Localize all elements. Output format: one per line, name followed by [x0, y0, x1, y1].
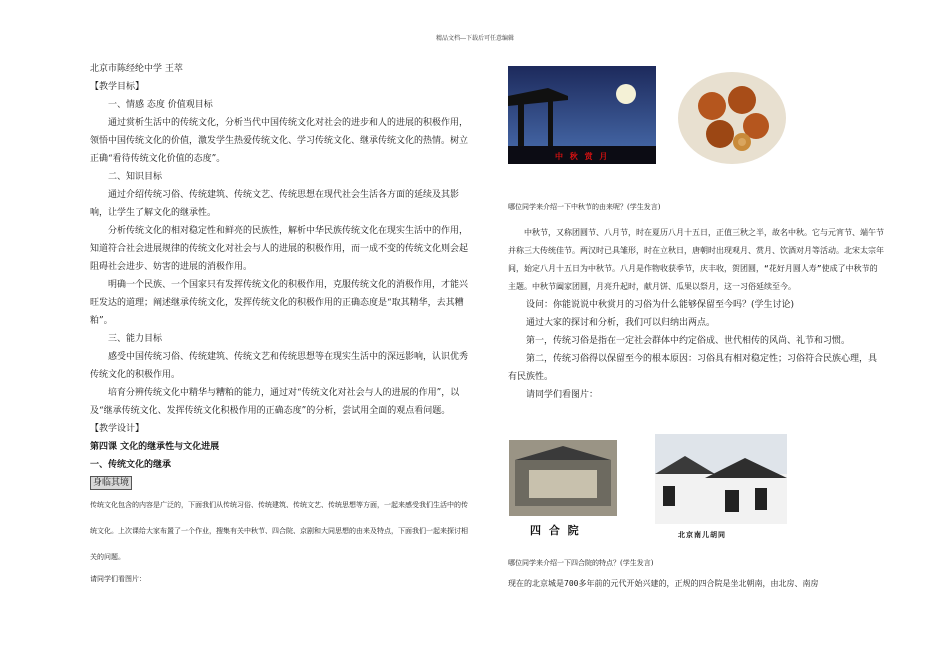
page-header: 精品文档---下载后可任意编辑: [435, 35, 515, 42]
goal3-paragraph-2: 培育分辨传统文化中精华与糟粕的能力，通过对“传统文化对社会与人的进展的作用”，以及“继承传统文化、发挥传统文化积极作用的正确态度”的分析，尝试用全面的观点看问题。: [90, 388, 460, 416]
point-two: 第二，传统习俗得以保留至今的根本原因：习俗具有相对稳定性；习俗符合民族心理，具有民族性。: [508, 354, 878, 382]
point-one: 第一，传统习俗是指在一定社会群体中约定俗成、世代相传的风尚、礼节和习惯。: [526, 336, 851, 346]
mooncake-image: [676, 66, 788, 166]
section-title: 一、传统文化的继承: [90, 460, 172, 470]
goal2-paragraph-3: 明确一个民族、一个国家只有发挥传统文化的积极作用，克服传统文化的消极作用，才能兴旺发达的道理；阐述继承传统文化，发挥传统文化的积极作用的正确态度是“取其精华，去其糟粕”。: [90, 280, 469, 326]
design-heading: 【教学设计】: [90, 424, 145, 434]
question-mid-autumn: 哪位同学来介绍一下中秋节的由来呢？(学生发言): [508, 203, 661, 211]
mid-autumn-caption: 中 秋 赏 月: [555, 151, 610, 161]
siheyuan-paragraph: 现在的北京城是700多年前的元代开始兴建的，正规的四合院是坐北朝南，由北房、南房: [508, 579, 819, 588]
discussion-question: 设问：你能说说中秋赏月的习俗为什么能够保留至今吗？(学生讨论): [526, 300, 795, 310]
conclusion-line: 通过大家的探讨和分析，我们可以归纳出两点。: [526, 318, 716, 328]
right-column-top: [508, 200, 884, 214]
goal1-paragraph: 通过赏析生活中的传统文化，分析当代中国传统文化对社会的进步和人的进展的积极作用，领悟中国传统文化的价值，激发学生热爱传统文化、学习传统文化、继承传统文化的热情。树立正确“看待传统文化价值的态度”。: [90, 118, 469, 164]
left-column: [90, 60, 470, 586]
goal2-paragraph-2: 分析传统文化的相对稳定性和鲜亮的民族性，解析中华民族传统文化在现实生活中的作用，知道符合社会进展规律的传统文化对社会与人的进展的积极作用，而一成不变的传统文化则会起阻碍社会进步、妨害的进展的消极作用。: [90, 226, 469, 272]
goals-heading: 【教学目标】: [90, 82, 145, 92]
hutong-caption: 北京南儿胡同: [678, 530, 726, 539]
siheyuan-caption: 四 合 院: [530, 524, 581, 537]
lesson-title: 第四课 文化的继承性与文化进展: [90, 442, 220, 452]
see-pictures-right: 请同学们看图片：: [526, 390, 599, 400]
goal2-paragraph-1: 通过介绍传统习俗、传统建筑、传统文艺、传统思想在现代社会生活各方面的延续及其影响，让学生了解文化的继承性。: [90, 190, 460, 218]
goal2-heading: 二、知识目标: [108, 172, 163, 182]
goal3-heading: 三、能力目标: [108, 334, 163, 344]
author-line: 北京市陈经纶中学 王萃: [90, 64, 183, 74]
goal3-paragraph-1: 感受中国传统习俗、传统建筑、传统文艺和传统思想等在现实生活中的深远影响，认识优秀传统文化的积极作用。: [90, 352, 469, 380]
question-siheyuan: 哪位同学来介绍一下四合院的特点？(学生发言): [508, 559, 654, 567]
intro-paragraph: 传统文化包含的内容是广泛的，下面我们从传统习俗、传统建筑、传统文艺、传统思想等方面，一起来感受我们生活中的传统文化。上次课给大家布置了一个作业，搜集有关中秋节、四合院、京剧和大同思想的由来及特点，下面我们一起来探讨相关的问题。: [90, 501, 468, 561]
scene-box-label: 身临其境: [90, 476, 132, 490]
right-column-bottom: [508, 556, 884, 592]
right-column-body: [508, 224, 884, 404]
hutong-image: [655, 434, 787, 542]
mid-autumn-moon-image: [508, 66, 656, 164]
see-pictures-left: 请同学们看图片：: [90, 575, 146, 583]
goal1-heading: 一、情感 态度 价值观目标: [108, 100, 213, 110]
mid-autumn-paragraph: 中秋节，又称团圆节、八月节，时在夏历八月十五日，正值三秋之半，故名中秋。它与元宵节、端午节并称三大传统佳节。两汉时已具雏形，时在立秋日，唐朝时出现观月、赏月、饮酒对月等活动。北宋太宗年间，始定八月十五日为中秋节。八月是作物收获季节，庆丰收，贺团圆，“花好月圆人寿”使成了中秋节的主题。中秋节阖家团圆，月亮升起时，献月饼、瓜果以祭月，这一习俗延续至今。: [508, 228, 884, 291]
